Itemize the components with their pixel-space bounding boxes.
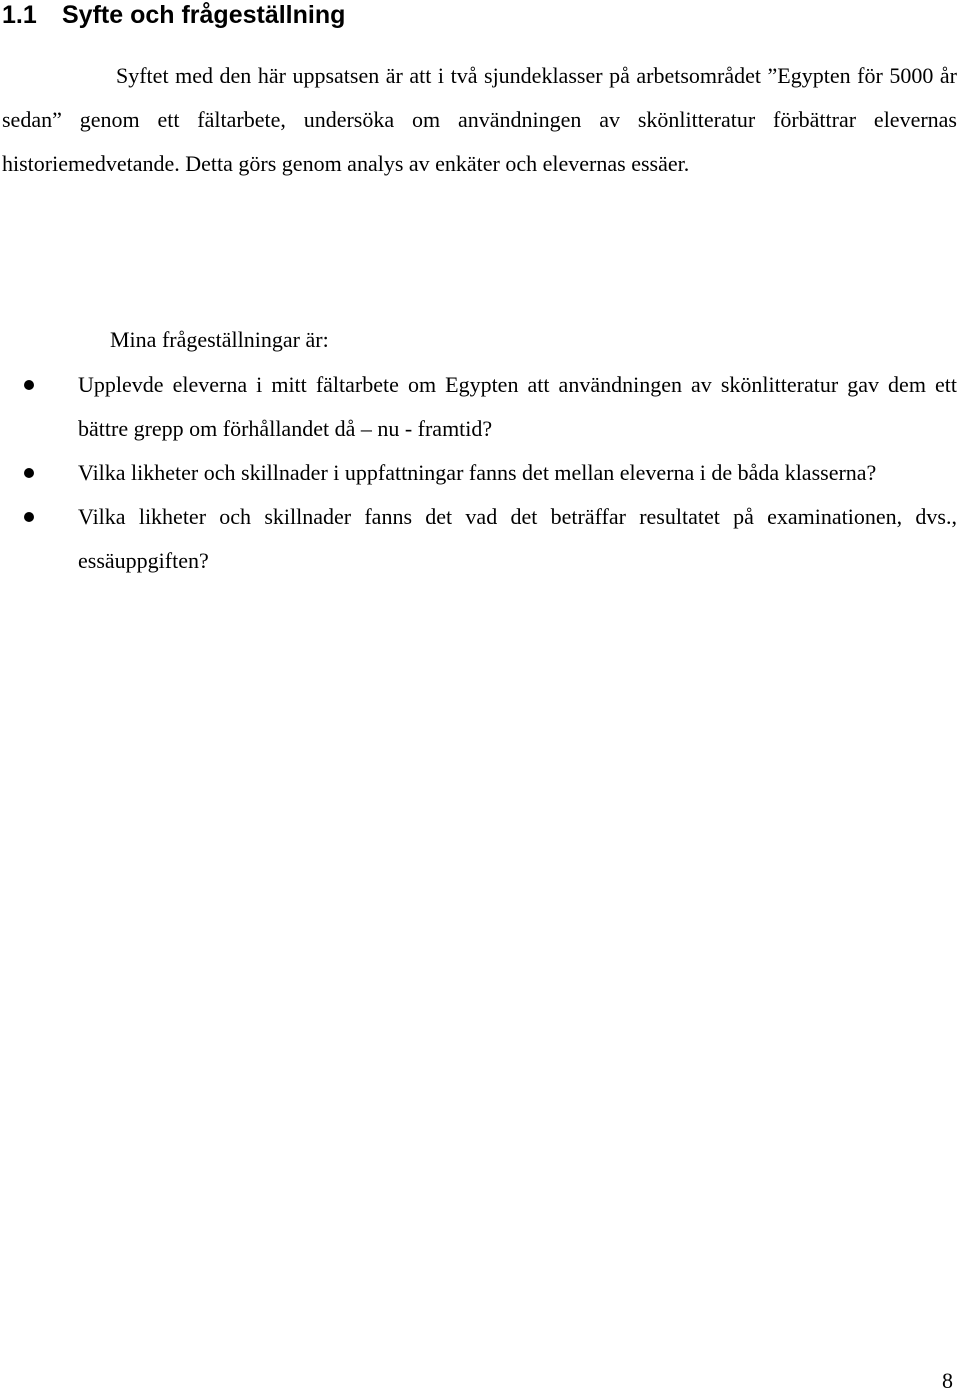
bullet-icon — [24, 380, 34, 390]
research-question-item — [0, 363, 957, 451]
research-questions-list — [0, 363, 957, 583]
section-number: 1.1 — [2, 1, 37, 29]
bullet-icon — [24, 468, 34, 478]
research-question-text: Vilka likheter och skillnader fanns det vad det beträffar resultatet på examinationen, dvs., essäuppgiften? — [78, 504, 957, 573]
section-title: Syfte och frågeställning — [62, 1, 346, 29]
research-question-item — [0, 495, 957, 583]
questions-intro: Mina frågeställningar är: — [110, 327, 329, 352]
purpose-paragraph — [2, 54, 957, 186]
purpose-paragraph-text: Syftet med den här uppsatsen är att i två sjundeklasser på arbetsområdet ”Egypten för 5000 år sedan” genom ett fältarbete, undersöka om användningen av skönlitteratur förbättrar elevernas historiemedvetande. Detta görs genom analys av enkäter och elevernas essäer. — [2, 63, 957, 176]
research-question-text: Upplevde eleverna i mitt fältarbete om Egypten att användningen av skönlitteratur gav dem ett bättre grepp om förhållandet då – nu - framtid? — [78, 372, 957, 441]
bullet-icon — [24, 512, 34, 522]
research-question-item — [0, 451, 957, 495]
page-number: 8 — [942, 1368, 953, 1393]
research-question-text: Vilka likheter och skillnader i uppfattningar fanns det mellan eleverna i de båda klasserna? — [78, 460, 877, 485]
section-heading — [2, 0, 345, 30]
